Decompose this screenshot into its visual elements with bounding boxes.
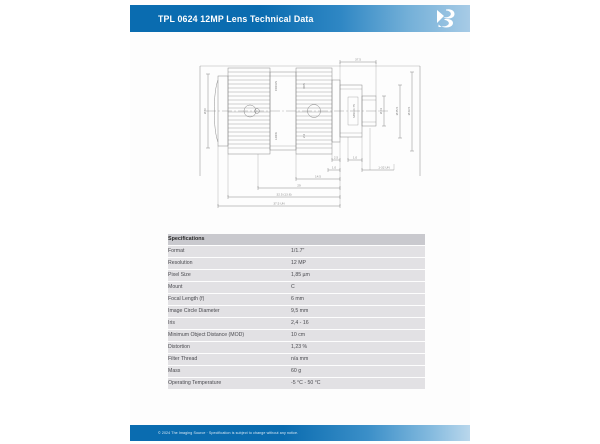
svg-text:1.0: 1.0 (352, 155, 358, 160)
table-header-row (168, 234, 425, 245)
spec-label: Image Circle Diameter (168, 306, 291, 317)
spec-value: n/a mm (291, 354, 425, 365)
table-row (168, 258, 425, 269)
spec-value: C (291, 282, 425, 293)
table-row (168, 246, 425, 257)
spec-label: Mass (168, 366, 291, 377)
spec-value: 60 g (291, 366, 425, 377)
spec-value: 12 MP (291, 258, 425, 269)
spec-label: Pixel Size (168, 270, 291, 281)
svg-text:32.5 (13.8): 32.5 (13.8) (276, 192, 292, 197)
spec-value: 9,5 mm (291, 306, 425, 317)
svg-text:LOCK: LOCK (274, 132, 278, 140)
page-footer (130, 425, 470, 441)
spec-label: Format (168, 246, 291, 257)
spec-value: 1,23 % (291, 342, 425, 353)
spec-label: Focal Length (f) (168, 294, 291, 305)
spec-value: 1,85 µm (291, 270, 425, 281)
spec-label: Resolution (168, 258, 291, 269)
svg-text:2.4: 2.4 (302, 134, 306, 138)
svg-text:IRIS: IRIS (302, 83, 306, 89)
table-header-specifications: Specifications (168, 234, 425, 245)
page-header (130, 5, 470, 32)
spec-label: Distortion (168, 342, 291, 353)
spec-value: 10 cm (291, 330, 425, 341)
spec-label: Mount (168, 282, 291, 293)
table-row (168, 354, 425, 365)
svg-text:37.5: 37.5 (354, 57, 362, 62)
table-row (168, 366, 425, 377)
spec-label: Operating Temperature (168, 378, 291, 389)
svg-text:2.5: 2.5 (333, 155, 339, 160)
spec-value: -5 °C - 50 °C (291, 378, 425, 389)
spec-label: Minimum Object Distance (MOD) (168, 330, 291, 341)
table-row (168, 330, 425, 341)
page-title: TPL 0624 12MP Lens Technical Data (158, 13, 314, 24)
table-row (168, 318, 425, 329)
table-row (168, 294, 425, 305)
copyright-notice: © 2024 The Imaging Source · Specification is subject to change without any notice. (158, 431, 299, 435)
table-row (168, 378, 425, 389)
specifications-table (168, 233, 425, 390)
svg-text:FOCUS: FOCUS (274, 81, 278, 91)
document-page (130, 0, 470, 444)
imaging-source-logo-icon (434, 8, 456, 29)
spec-value: 6 mm (291, 294, 425, 305)
spec-label: Iris (168, 318, 291, 329)
svg-text:Ø30: Ø30 (203, 108, 207, 114)
svg-text:29: 29 (297, 183, 301, 188)
table-row (168, 306, 425, 317)
svg-text:1-32 UN: 1-32 UN (378, 165, 390, 170)
svg-text:37.5 UN: 37.5 UN (273, 201, 285, 206)
svg-text:Ø35.5: Ø35.5 (395, 106, 399, 116)
table-row (168, 342, 425, 353)
table-row (168, 282, 425, 293)
svg-text:14.5: 14.5 (314, 174, 322, 179)
spec-value: 1/1.7" (291, 246, 425, 257)
spec-value: 2,4 - 16 (291, 318, 425, 329)
svg-text:1.0: 1.0 (331, 165, 337, 170)
spec-label: Filter Thread (168, 354, 291, 365)
svg-text:Ø39.5: Ø39.5 (407, 106, 411, 116)
svg-text:Ø29: Ø29 (379, 108, 383, 114)
lens-technical-drawing (188, 52, 438, 212)
table-row (168, 270, 425, 281)
svg-text:M30x0.75: M30x0.75 (352, 104, 356, 118)
